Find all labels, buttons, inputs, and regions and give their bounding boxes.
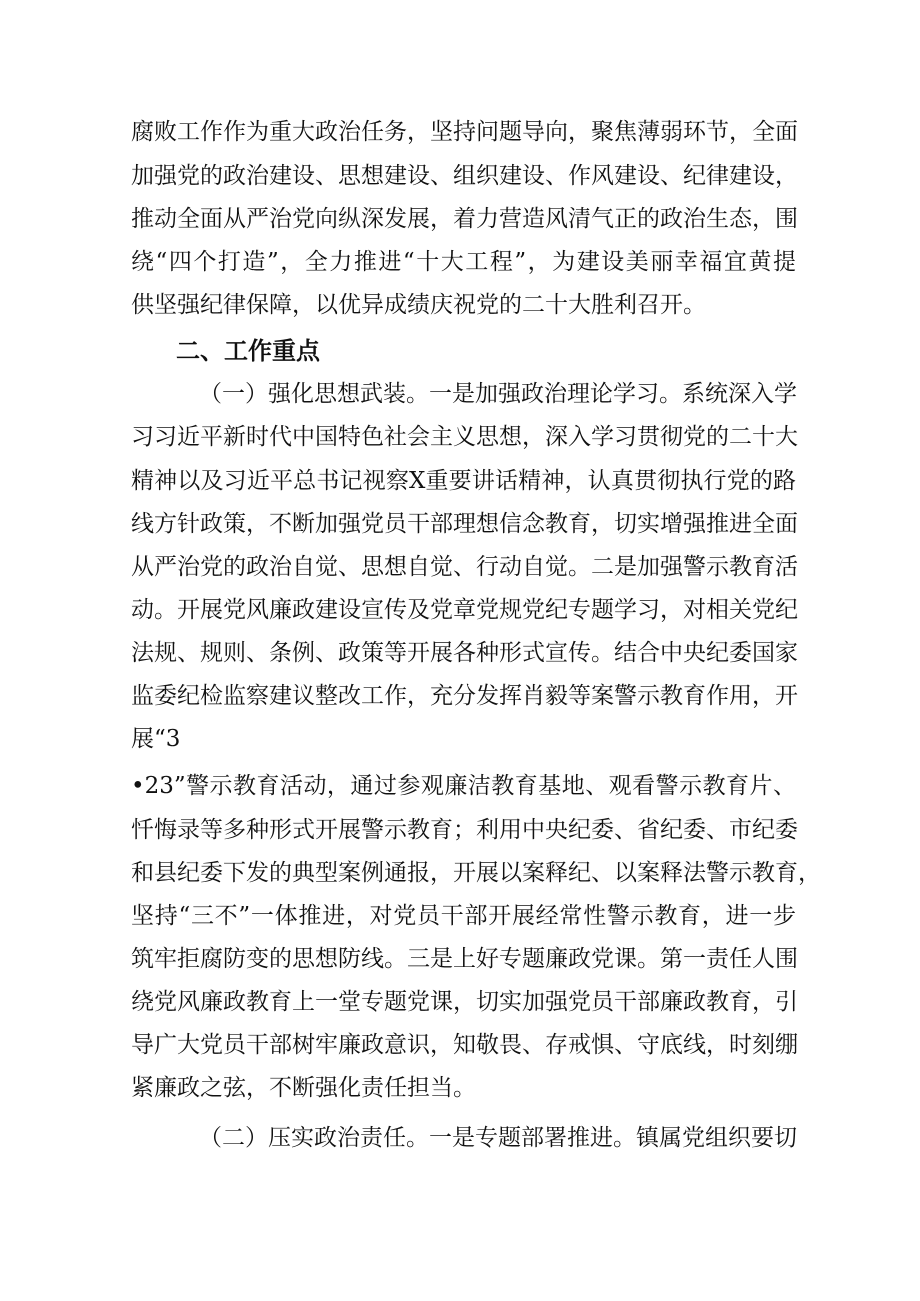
text-line: 绕党风廉政教育上一堂专题党课，切实加强党员干部廉政教育，引 bbox=[131, 989, 798, 1015]
text-line: 动。开展党风廉政建设宣传及党章党规党纪专题学习，对相关党纪 bbox=[131, 597, 798, 623]
text-line: 推动全面从严治党向纵深发展，着力营造风清气正的政治生态，围 bbox=[131, 206, 798, 232]
text-line: 绕“四个打造”，全力推进“十大工程”，为建设美丽幸福宜黄提 bbox=[131, 249, 796, 275]
text-line: （一）强化思想武装。一是加强政治理论学习。系统深入学 bbox=[199, 381, 797, 407]
text-line: •23”警示教育活动，通过参观廉洁教育基地、观看警示教育片、 bbox=[131, 773, 796, 799]
text-line: （二）压实政治责任。一是专题部署推进。镇属党组织要切 bbox=[199, 1125, 797, 1151]
section-heading: 二、工作重点 bbox=[176, 337, 320, 365]
text-line: 供坚强纪律保障，以优异成绩庆祝党的二十大胜利召开。 bbox=[131, 292, 706, 318]
text-line: 展“3 bbox=[131, 726, 181, 752]
text-line: 精神以及习近平总书记视察X重要讲话精神，认真贯彻执行党的路 bbox=[131, 468, 796, 494]
text-line: 坚持“三不”一体推进，对党员干部开展经常性警示教育，进一步 bbox=[131, 903, 796, 929]
text-line: 习习近平新时代中国特色社会主义思想，深入学习贯彻党的二十大 bbox=[131, 424, 798, 450]
text-line: 监委纪检监察建议整改工作，充分发挥肖毅等案警示教育作用，开 bbox=[131, 683, 798, 709]
text-line: 法规、规则、条例、政策等开展各种形式宣传。结合中央纪委国家 bbox=[131, 640, 798, 666]
text-line: 从严治党的政治自觉、思想自觉、行动自觉。二是加强警示教育活 bbox=[131, 554, 798, 580]
text-line: 紧廉政之弦，不断强化责任担当。 bbox=[131, 1075, 476, 1101]
text-line: 筑牢拒腐防变的思想防线。三是上好专题廉政党课。第一责任人围 bbox=[131, 946, 798, 972]
text-line: 忏悔录等多种形式开展警示教育；利用中央纪委、省纪委、市纪委 bbox=[131, 817, 798, 843]
text-line: 线方针政策，不断加强党员干部理想信念教育，切实增强推进全面 bbox=[131, 511, 798, 537]
text-line: 导广大党员干部树牢廉政意识，知敬畏、存戒惧、守底线，时刻绷 bbox=[131, 1032, 798, 1058]
text-line: 加强党的政治建设、思想建设、组织建设、作风建设、纪律建设， bbox=[131, 163, 798, 189]
text-line: 和县纪委下发的典型案例通报，开展以案释纪、以案释法警示教育， bbox=[131, 860, 821, 886]
text-line: 腐败工作作为重大政治任务，坚持问题导向，聚焦薄弱环节，全面 bbox=[131, 119, 798, 145]
